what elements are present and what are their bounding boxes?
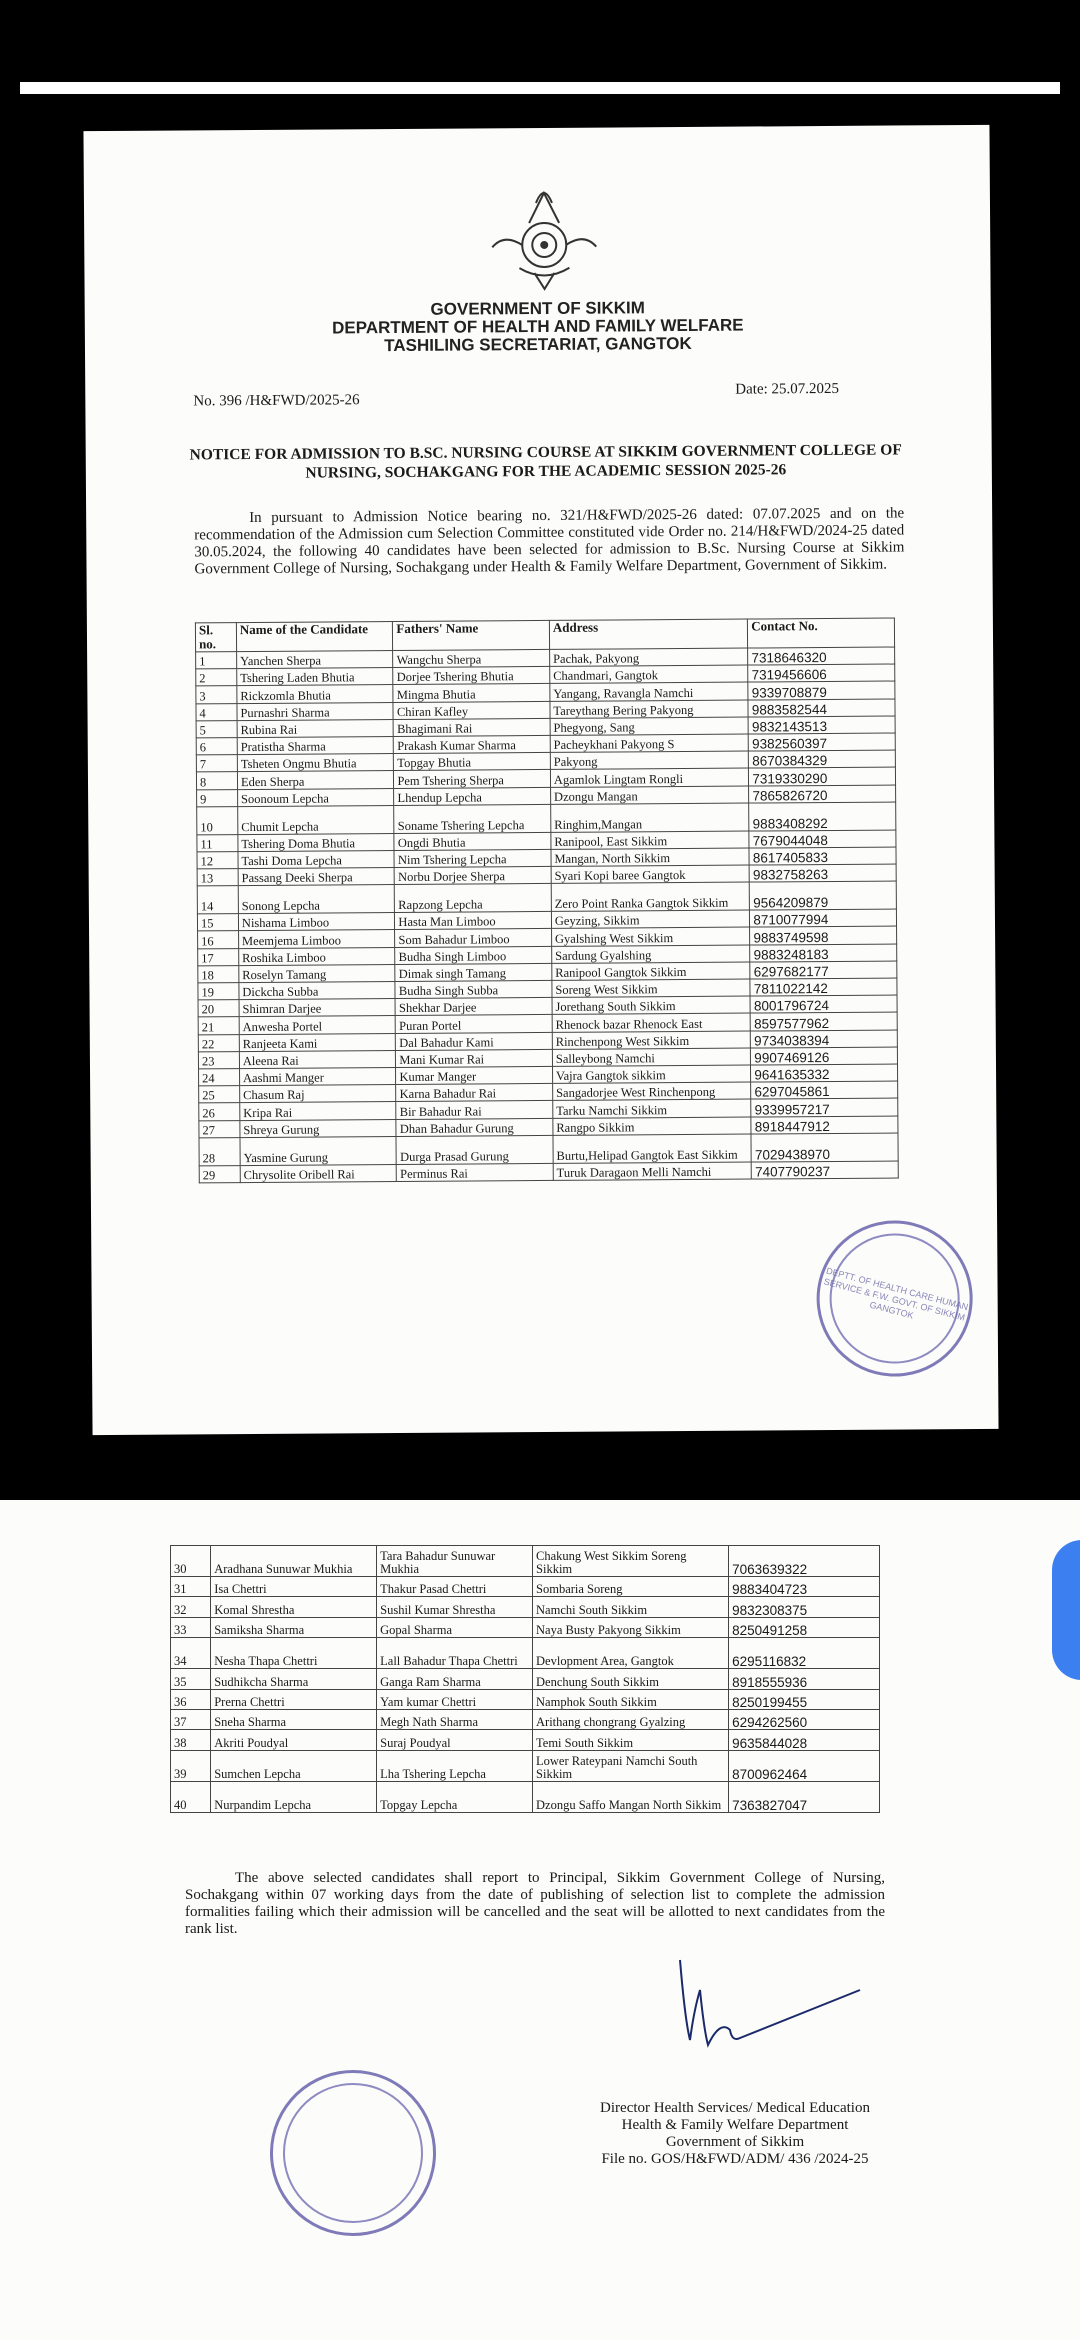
candidate-name-cell: Samiksha Sharma [211,1617,377,1637]
sl-no-cell: 3 [196,686,237,703]
father-name-cell: Norbu Dorjee Sherpa [395,866,552,884]
candidate-name-cell: Passang Deeki Sherpa [238,868,395,886]
father-name-cell: Tara Bahadur Sunuwar Mukhia [377,1546,533,1577]
candidate-name-cell: Sonong Lepcha [238,885,395,914]
address-cell: Sangadorjee West Rinchenpong [553,1082,752,1101]
sl-no-cell: 38 [171,1730,211,1750]
sl-no-cell: 30 [171,1546,211,1577]
sl-no-cell: 15 [197,914,238,931]
address-cell: Naya Busty Pakyong Sikkim [533,1617,729,1637]
sl-no-cell: 16 [198,931,239,948]
contact-cell: 8710077994 [750,909,897,927]
contact-cell: 9832758263 [749,864,896,882]
contact-cell: 8918447912 [751,1116,898,1134]
selection-table-page-2 [170,1545,880,1813]
father-name-cell: Dorjee Tshering Bhutia [393,667,550,685]
sl-no-cell: 29 [199,1165,240,1182]
contact-cell: 9339957217 [751,1098,898,1116]
document-page-2 [0,1500,1080,2340]
table-row [171,1617,880,1637]
table-row [171,1577,880,1597]
sl-no-cell: 24 [199,1069,240,1086]
father-name-cell: Perminus Rai [397,1163,554,1181]
sl-no-cell: 34 [171,1638,211,1669]
father-name-cell: Yam kumar Chettri [377,1689,533,1709]
address-cell: Rhenock bazar Rhenock East [552,1013,751,1032]
address-cell: Tarku Namchi Sikkim [553,1099,752,1118]
sl-no-cell: 9 [197,789,238,806]
address-cell: Salleybong Namchi [552,1048,751,1067]
candidate-name-cell: Chrysolite Oribell Rai [240,1164,397,1182]
father-name-cell: Sushil Kumar Shrestha [377,1597,533,1617]
address-cell: Soreng West Sikkim [552,979,751,998]
contact-cell: 7811022142 [750,978,897,996]
sl-no-cell: 2 [196,669,237,686]
sl-no-cell: 7 [196,755,237,772]
address-cell: Namchi South Sikkim [533,1597,729,1617]
table-row [171,1689,880,1709]
address-cell: Rangpo Sikkim [553,1117,752,1136]
address-cell: Namphok South Sikkim [533,1689,729,1709]
sl-no-cell: 23 [198,1051,239,1068]
table-row [197,881,896,914]
address-cell: Dzongu Mangan [550,786,749,805]
government-emblem-icon [484,173,605,294]
contact-cell: 9907469126 [751,1047,898,1065]
father-name-cell: Lall Bahadur Thapa Chettri [377,1638,533,1669]
address-cell: Pacheykhani Pakyong S [550,734,749,753]
candidate-name-cell: Isa Chettri [211,1577,377,1597]
candidate-name-cell: Tshering Doma Bhutia [238,833,395,851]
candidate-name-cell: Sudhikcha Sharma [211,1669,377,1689]
contact-cell: 9883248183 [750,944,897,962]
col-candidate-name: Name of the Candidate [236,622,393,652]
notice-title: NOTICE FOR ADMISSION TO B.SC. NURSING COURSE AT SIKKIM GOVERNMENT COLLEGE OF NURSING, SOCHAKGANG FOR THE ACADEMIC SESSION 2025-26 [189,441,902,482]
contact-cell: 9734038394 [751,1030,898,1048]
contact-cell: 9641635332 [751,1064,898,1082]
candidate-name-cell: Kripa Rai [240,1102,397,1120]
candidate-name-cell: Purnashri Sharma [237,702,394,720]
father-name-cell: Budha Singh Limboo [395,946,552,964]
contact-cell: 9339708879 [748,681,895,699]
contact-cell: 7679044048 [749,830,896,848]
address-cell: Chakung West Sikkim Soreng Sikkim [533,1546,729,1577]
sl-no-cell: 39 [171,1750,211,1781]
selection-table-page-1 [195,618,899,1184]
father-name-cell: Nim Tshering Lepcha [394,849,551,867]
address-cell: Vajra Gangtok sikkim [552,1065,751,1084]
candidate-name-cell: Prerna Chettri [211,1689,377,1709]
father-name-cell: Prakash Kumar Sharma [394,735,551,753]
contact-cell: 7407790237 [751,1161,898,1179]
candidate-name-cell: Shreya Gurung [240,1119,397,1137]
contact-cell: 6294262560 [729,1709,880,1729]
intro-paragraph: In pursuant to Admission Notice bearing no. 321/H&FWD/2025-26 dated: 07.07.2025 and on the recommendation of the Admission cum Selection Committee constituted vide Order no. 214/H&FWD/2024-25 dated 30.05.2024, the following 40 candidates have been selected for admission to B.Sc. Nursing Course at Sikkim Government College of Nursing, Sochakgang under Health & Family Welfare Department, Government of Sikkim. [194,505,905,578]
address-cell: Zero Point Ranka Gangtok Sikkim [551,882,750,911]
father-name-cell: Suraj Poudyal [377,1730,533,1750]
contact-cell: 9883404723 [729,1577,880,1597]
contact-cell: 6297682177 [750,961,897,979]
government-header [85,297,991,357]
sl-no-cell: 33 [171,1617,211,1637]
sl-no-cell: 35 [171,1669,211,1689]
candidate-name-cell: Rickzomla Bhutia [237,685,394,703]
candidate-name-cell: Roselyn Tamang [239,964,396,982]
candidate-name-cell: Chasum Raj [240,1085,397,1103]
father-name-cell: Dhan Bahadur Gurung [396,1118,553,1136]
header-line-2: DEPARTMENT OF HEALTH AND FAMILY WELFARE [332,315,744,338]
candidate-name-cell: Shimran Darjee [239,999,396,1017]
address-cell: Dzongu Saffo Mangan North Sikkim [533,1781,729,1812]
father-name-cell: Ganga Ram Sharma [377,1669,533,1689]
candidate-name-cell: Tshering Laden Bhutia [237,668,394,686]
candidate-name-cell: Aradhana Sunuwar Mukhia [211,1546,377,1577]
contact-cell: 7319330290 [749,767,896,785]
address-cell: Tareythang Bering Pakyong [550,700,749,719]
table-row [197,802,896,835]
document-page-1 [83,125,998,1435]
father-name-cell: Mingma Bhutia [393,684,550,702]
address-cell: Temi South Sikkim [533,1730,729,1750]
contact-cell: 9883749598 [750,926,897,944]
father-name-cell: Chiran Kafley [393,701,550,719]
address-cell: Turuk Daragaon Melli Namchi [553,1162,752,1181]
father-name-cell: Topgay Lepcha [377,1781,533,1812]
contact-cell: 8597577962 [750,1012,897,1030]
father-name-cell: Shekhar Darjee [395,998,552,1016]
table-row [171,1669,880,1689]
address-cell: Pakyong [550,751,749,770]
table-row [171,1546,880,1577]
sl-no-cell: 40 [171,1781,211,1812]
sl-no-cell: 8 [196,772,237,789]
address-cell: Lower Rateypani Namchi South Sikkim [533,1750,729,1781]
sl-no-cell: 37 [171,1709,211,1729]
father-name-cell: Kumar Manger [396,1066,553,1084]
candidate-name-cell: Yasmine Gurung [240,1136,397,1165]
father-name-cell: Dimak singh Tamang [395,963,552,981]
table-row [171,1781,880,1812]
address-cell: Ringhim,Mangan [551,803,750,832]
table-row [199,1133,898,1166]
contact-cell: 7318646320 [748,647,895,665]
contact-cell: 6297045861 [751,1081,898,1099]
sl-no-cell: 17 [198,948,239,965]
seal-ring [272,2072,434,2234]
candidate-name-cell: Rubina Rai [237,719,394,737]
father-name-cell: Som Bahadur Limboo [395,929,552,947]
father-name-cell: Bir Bahadur Rai [396,1101,553,1119]
candidate-name-cell: Anwesha Portel [239,1016,396,1034]
candidate-name-cell: Nishama Limboo [238,913,395,931]
contact-cell: 9564209879 [750,881,897,910]
seal-text: DEPTT. OF HEALTH CARE HUMAN SERVICE & F.W. GOVT. OF SIKKIM GANGTOK [822,1265,970,1323]
address-cell: Yangang, Ravangla Namchi [550,682,749,701]
father-name-cell: Rapzong Lepcha [395,884,552,913]
address-cell: Geyzing, Sikkim [551,910,750,929]
contact-cell: 7063639322 [729,1546,880,1577]
father-name-cell: Thakur Pasad Chettri [377,1577,533,1597]
father-name-cell: Durga Prasad Gurung [396,1135,553,1164]
address-cell: Denchung South Sikkim [533,1669,729,1689]
candidate-name-cell: Roshika Limboo [239,947,396,965]
address-cell: Jorethang South Sikkim [552,996,751,1015]
sl-no-cell: 32 [171,1597,211,1617]
sl-no-cell: 5 [196,720,237,737]
father-name-cell: Lhendup Lepcha [394,787,551,805]
address-cell: Gyalshing West Sikkim [551,927,750,946]
address-cell: Rinchenpong West Sikkim [552,1031,751,1050]
sl-no-cell: 4 [196,703,237,720]
candidate-name-cell: Ranjeeta Kami [239,1033,396,1051]
father-name-cell: Budha Singh Subba [395,980,552,998]
table-row [171,1750,880,1781]
signature-block [570,2100,900,2168]
address-cell: Ranipool Gangtok Sikkim [552,962,751,981]
contact-cell: 8250491258 [729,1617,880,1637]
contact-cell: 8617405833 [749,847,896,865]
table-row [171,1638,880,1669]
sl-no-cell: 31 [171,1577,211,1597]
candidate-name-cell: Nurpandim Lepcha [211,1781,377,1812]
col-address: Address [549,619,748,649]
candidate-name-cell: Komal Shrestha [211,1597,377,1617]
candidate-name-cell: Tsheten Ongmu Bhutia [237,754,394,772]
father-name-cell: Mani Kumar Rai [396,1049,553,1067]
contact-cell: 8918555936 [729,1669,880,1689]
father-name-cell: Lha Tshering Lepcha [377,1750,533,1781]
address-cell: Ranipool, East Sikkim [551,831,750,850]
contact-cell: 9883582544 [748,699,895,717]
contact-cell: 7319456606 [748,664,895,682]
contact-cell: 7029438970 [751,1133,898,1162]
handwritten-signature [660,1950,870,2100]
sl-no-cell: 13 [197,869,238,886]
candidate-name-cell: Pratistha Sharma [237,736,394,754]
father-name-cell: Karna Bahadur Rai [396,1084,553,1102]
address-cell: Mangan, North Sikkim [551,848,750,867]
col-sl-no: Sl. no. [195,623,236,652]
sl-no-cell: 20 [198,1000,239,1017]
father-name-cell: Puran Portel [396,1015,553,1033]
document-number: No. 396 /H&FWD/2025-26 [193,392,360,410]
sl-no-cell: 21 [198,1017,239,1034]
contact-cell: 8250199455 [729,1689,880,1709]
contact-cell: 9883408292 [749,802,896,831]
signatory-title: Director Health Services/ Medical Education [600,2100,870,2116]
signatory-government: Government of Sikkim [665,2134,805,2150]
father-name-cell: Bhagimani Rai [393,718,550,736]
contact-cell: 7363827047 [729,1781,880,1812]
contact-cell: 9832308375 [729,1597,880,1617]
father-name-cell: Pem Tshering Sherpa [394,770,551,788]
header-line-1: GOVERNMENT OF SIKKIM [430,298,645,319]
father-name-cell: Ongdi Bhutia [394,832,551,850]
candidate-name-cell: Nesha Thapa Chettri [211,1638,377,1669]
address-cell: Arithang chongrang Gyalzing [533,1709,729,1729]
contact-cell: 9635844028 [729,1730,880,1750]
candidate-name-cell: Aleena Rai [239,1050,396,1068]
col-contact: Contact No. [748,618,895,648]
contact-cell: 8670384329 [749,750,896,768]
sl-no-cell: 27 [199,1120,240,1137]
address-cell: Agamlok Lingtam Rongli [550,768,749,787]
father-name-cell: Dal Bahadur Kami [396,1032,553,1050]
table-row [171,1730,880,1750]
sl-no-cell: 26 [199,1103,240,1120]
candidate-name-cell: Eden Sherpa [237,771,394,789]
father-name-cell: Wangchu Sherpa [393,649,550,667]
father-name-cell: Soname Tshering Lepcha [394,804,551,833]
address-cell: Pachak, Pakyong [549,648,748,667]
contact-cell: 8700962464 [729,1750,880,1781]
sl-no-cell: 28 [199,1137,240,1165]
sl-no-cell: 22 [198,1034,239,1051]
closing-paragraph: The above selected candidates shall report to Principal, Sikkim Government College of Nursing, Sochakgang within 07 working days from the date of publishing of selection list to complete the admission formalities failing which their admission will be cancelled and the seat will be allotted to next candidates from the rank list. [185,1870,885,1937]
father-name-cell: Megh Nath Sharma [377,1709,533,1729]
address-cell: Sardung Gyalshing [552,945,751,964]
address-cell: Devlopment Area, Gangtok [533,1638,729,1669]
address-cell: Burtu,Helipad Gangtok East Sikkim [553,1134,752,1163]
sl-no-cell: 10 [197,806,238,834]
candidate-name-cell: Chumit Lepcha [238,805,395,834]
father-name-cell: Gopal Sharma [377,1617,533,1637]
candidate-name-cell: Sneha Sharma [211,1709,377,1729]
sl-no-cell: 6 [196,738,237,755]
signatory-department: Health & Family Welfare Department [621,2117,849,2133]
sl-no-cell: 36 [171,1689,211,1709]
sl-no-cell: 19 [198,983,239,1000]
father-name-cell: Hasta Man Limboo [395,912,552,930]
candidate-name-cell: Soonoum Lepcha [237,788,394,806]
contact-cell: 6295116832 [729,1638,880,1669]
address-cell: Phegyong, Sang [550,717,749,736]
top-divider-bar [20,82,1060,94]
address-cell: Syari Kopi baree Gangtok [551,865,750,884]
candidate-name-cell: Sumchen Lepcha [211,1750,377,1781]
candidate-name-cell: Yanchen Sherpa [237,651,394,669]
sl-no-cell: 14 [197,886,238,914]
table-row [171,1709,880,1729]
address-cell: Chandmari, Gangtok [550,665,749,684]
address-cell: Sombaria Soreng [533,1577,729,1597]
official-seal-2 [257,2057,449,2249]
father-name-cell: Topgay Bhutia [394,753,551,771]
col-father-name: Fathers' Name [393,620,550,650]
document-date: Date: 25.07.2025 [735,380,840,398]
candidate-name-cell: Meemjema Limboo [238,930,395,948]
candidate-name-cell: Tashi Doma Lepcha [238,850,395,868]
contact-cell: 9382560397 [749,733,896,751]
candidate-name-cell: Dickcha Subba [239,982,396,1000]
sl-no-cell: 25 [199,1086,240,1103]
contact-cell: 9832143513 [748,716,895,734]
candidate-name-cell: Aashmi Manger [239,1067,396,1085]
contact-cell: 7865826720 [749,785,896,803]
official-seal [799,1203,989,1393]
table-row [171,1597,880,1617]
sl-no-cell: 12 [197,851,238,868]
header-line-3: TASHILING SECRETARIAT, GANGTOK [384,333,692,356]
candidate-name-cell: Akriti Poudyal [211,1730,377,1750]
sl-no-cell: 18 [198,965,239,982]
floating-edge-tab[interactable] [1052,1540,1080,1680]
file-number: File no. GOS/H&FWD/ADM/ 436 /2024-25 [601,2151,869,2167]
sl-no-cell: 11 [197,834,238,851]
sl-no-cell: 1 [196,652,237,669]
contact-cell: 8001796724 [750,995,897,1013]
